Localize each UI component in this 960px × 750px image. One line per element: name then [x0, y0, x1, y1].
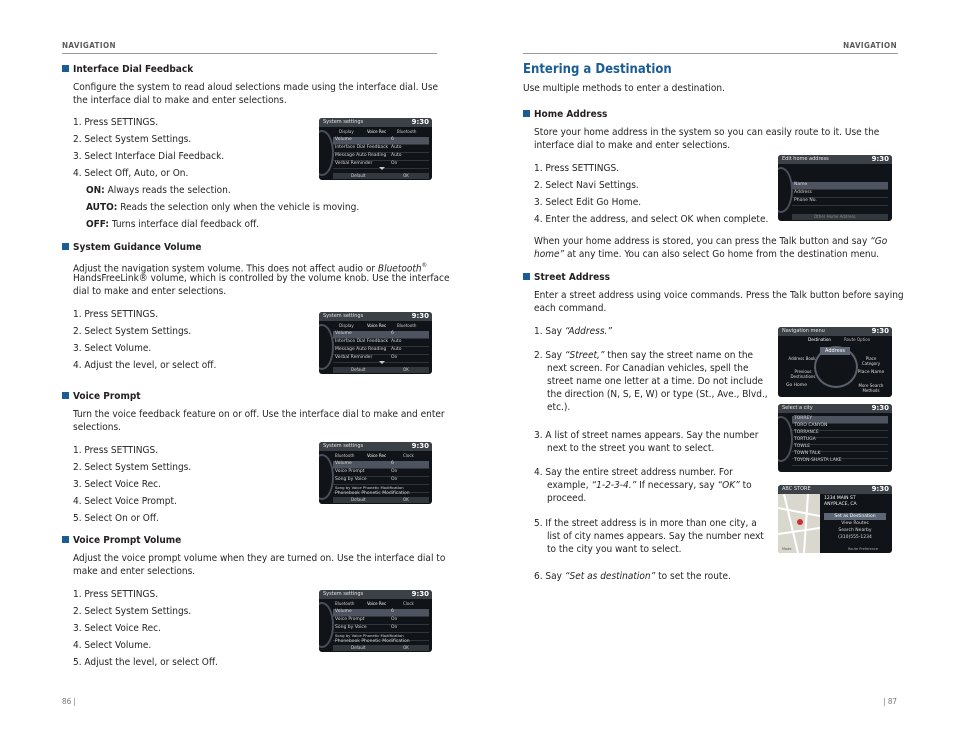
paragraph: selections.: [73, 422, 121, 433]
menu-item-more-search: More Search Methods: [858, 383, 884, 393]
screen-bottom-bar: Default OK: [333, 645, 429, 651]
menu-item-address-book: Address Book: [788, 356, 816, 361]
paragraph: Turn the voice feedback feature on or off. Use the interface dial to make and enter: [73, 409, 445, 420]
screen-clock: 9:30: [411, 590, 429, 598]
screen-tab: Route Option: [844, 337, 871, 342]
section-title-voice-prompt-volume: Voice Prompt Volume: [62, 535, 181, 546]
screenshot-edit-home-address: [778, 155, 892, 221]
city-row: TORREY: [792, 416, 888, 424]
screen-row: Message Auto Reading Auto: [333, 153, 429, 161]
view-routes-button: View Routes: [841, 521, 869, 526]
screen-row: Message Auto Reading Auto: [333, 347, 429, 355]
screen-title: Navigation menu: [782, 328, 825, 334]
paragraph: Store your home address in the system so you can easily route to it. Use the: [534, 127, 880, 138]
screen-row: Song by Voice On: [333, 477, 429, 485]
page-title: Entering a Destination: [523, 62, 672, 77]
dial-graphic: [778, 167, 793, 213]
step: 1. Press SETTINGS.: [534, 163, 620, 174]
screen-tab: Destination: [808, 337, 831, 342]
section-title-street-address: Street Address: [523, 272, 610, 283]
screenshot-select-city: [778, 404, 892, 472]
scroll-down-icon: [379, 361, 385, 364]
screen-tabs: Bluetooth Voice Rec Clock: [335, 453, 414, 458]
step: 4. Say the entire street address number. For: [534, 467, 733, 478]
screen-title: Edit home address: [782, 156, 829, 162]
menu-item-go-home: Go Home: [786, 383, 807, 388]
step: 1. Press SETTINGS.: [73, 589, 159, 600]
set-as-destination-button: Set as Destination: [824, 513, 886, 520]
screen-row: Volume 6: [333, 461, 429, 469]
note: When your home address is stored, you can press the Talk button and say “Go: [534, 236, 888, 247]
screen-title: Select a city: [782, 405, 813, 411]
step: 2. Select Navi Settings.: [534, 180, 639, 191]
screen-bottom-bar: Default OK: [333, 173, 429, 179]
intro-text: Use multiple methods to enter a destination.: [523, 83, 725, 94]
screen-bottom-bar: Default OK: [333, 367, 429, 373]
paragraph: interface dial to make and enter selections.: [534, 140, 731, 151]
city-row: TORO CANYON: [792, 423, 888, 431]
scroll-down-icon: [379, 167, 385, 170]
screen-row: Voice Prompt On: [333, 469, 429, 477]
step: 1. Press SETTINGS.: [73, 117, 159, 128]
screen-row: Volume 6: [333, 137, 429, 145]
screen-bottom-bar: Default OK: [333, 497, 429, 503]
city-row: TOYON-SHASTA LAKE: [792, 458, 888, 466]
header-rule: [62, 53, 437, 54]
screen-title: System settings: [323, 591, 364, 597]
paragraph: Configure the system to read aloud selections made using the interface dial. Use: [73, 82, 439, 93]
page-header: NAVIGATION: [62, 41, 116, 50]
route-pref-label: Route Preference: [848, 547, 879, 551]
step: 1. Press SETTINGS.: [73, 445, 159, 456]
screen-clock: 9:30: [411, 312, 429, 320]
step: 3. Select Voice Rec.: [73, 479, 161, 490]
city-row: TORTUGA: [792, 437, 888, 445]
screen-title: System settings: [323, 443, 364, 449]
paragraph: Adjust the voice prompt volume when they are turned on. Use the interface dial to: [73, 553, 446, 564]
screen-clock: 9:30: [871, 485, 889, 493]
step: 4. Select Volume.: [73, 640, 152, 651]
page-header: NAVIGATION: [843, 41, 897, 50]
step: 3. Select Interface Dial Feedback.: [73, 151, 225, 162]
paragraph: dial to make and enter selections.: [73, 286, 227, 297]
screen-row: Verbal Reminder On: [333, 161, 429, 169]
dial-graphic: [778, 416, 793, 462]
step-cont: to the city you want to select.: [547, 544, 682, 555]
step: 3. Select Volume.: [73, 343, 152, 354]
search-nearby-button: Search Nearby: [838, 528, 872, 533]
section-title-guidance-volume: System Guidance Volume: [62, 242, 202, 253]
step: 4. Select Off, Auto, or On.: [73, 168, 189, 179]
step: 3. A list of street names appears. Say the number: [534, 430, 759, 441]
screen-row: Interface Dial Feedback Auto: [333, 145, 429, 153]
screen-row: Address: [792, 190, 888, 198]
city-row: TOWLE: [792, 444, 888, 452]
screen-row: Voice Prompt On: [333, 617, 429, 625]
phone-number: (310)555-1234: [838, 535, 872, 540]
screenshot-destination: [778, 485, 892, 553]
option-auto: AUTO: Reads the selection only when the vehicle is moving.: [86, 202, 360, 213]
screen-row: Volume 6: [333, 609, 429, 617]
destination-address: 1234 MAIN ST: [824, 496, 856, 501]
screen-row: Volume 6: [333, 331, 429, 339]
paragraph: Enter a street address using voice commands. Press the Talk button before saying: [534, 290, 904, 301]
dial-graphic: [319, 324, 334, 370]
screen-tabs: Display Voice Rec Bluetooth: [339, 129, 417, 134]
destination-city: ANYPLACE, CA: [824, 502, 857, 507]
option-on: ON: Always reads the selection.: [86, 185, 231, 196]
step: 3. Select Voice Rec.: [73, 623, 161, 634]
step: 2. Say “Street,” then say the street name on the: [534, 350, 754, 361]
screen-clock: 9:30: [871, 327, 889, 335]
menu-item-place-name: Place Name: [857, 370, 885, 375]
mode-label: Mode: [782, 547, 792, 551]
step: 2. Select System Settings.: [73, 462, 192, 473]
step: 1. Press SETTINGS.: [73, 309, 159, 320]
screen-row: Song by Voice Phonetic Modification: [333, 633, 429, 641]
step-cont: list of city names appears. Say the number next: [547, 531, 764, 542]
screen-tabs: Bluetooth Voice Rec Clock: [335, 601, 414, 606]
section-title-voice-prompt: Voice Prompt: [62, 391, 141, 402]
step: 2. Select System Settings.: [73, 326, 192, 337]
paragraph: make and enter selections.: [73, 566, 196, 577]
screen-row: Song by Voice Phonetic Modification: [333, 485, 429, 493]
city-row: TOWN TALK: [792, 451, 888, 459]
step: 2. Select System Settings.: [73, 134, 192, 145]
note: home” at any time. You can also select Go home from the destination menu.: [534, 249, 880, 260]
page-number: | 87: [883, 697, 897, 706]
step-cont: next to the street you want to select.: [547, 443, 715, 454]
dial-graphic: [319, 454, 334, 500]
menu-item-place-category: Place Category: [861, 356, 881, 366]
step-cont: proceed.: [547, 493, 587, 504]
step-cont: street name one letter at a time. Do not include: [547, 376, 764, 387]
paragraph: Adjust the navigation system volume. This does not affect audio or Bluetooth®: [73, 262, 427, 275]
menu-item-previous-destinations: Previous Destinations: [790, 369, 816, 379]
menu-item-address: Address: [820, 347, 850, 355]
screen-row: Song by Voice On: [333, 625, 429, 633]
section-title-home-address: Home Address: [523, 109, 607, 120]
screenshot-system-settings-2: [319, 312, 432, 374]
screen-row: Phone No.: [792, 198, 888, 206]
screen-clock: 9:30: [871, 404, 889, 412]
map-graphic: [778, 494, 820, 553]
screenshot-system-settings-4: [319, 590, 432, 652]
screen-clock: 9:30: [871, 155, 889, 163]
screen-row: Name: [792, 182, 888, 190]
step: 2. Select System Settings.: [73, 606, 192, 617]
paragraph: the interface dial to make and enter selections.: [73, 95, 287, 106]
step: 5. If the street address is in more than one city, a: [534, 518, 757, 529]
city-row: TORRANCE: [792, 430, 888, 438]
screen-row: Interface Dial Feedback Auto: [333, 339, 429, 347]
screenshot-navigation-menu: [778, 327, 892, 397]
screen-row: Phonebook Phonetic Modification: [333, 491, 429, 499]
section-title-interface-dial: Interface Dial Feedback: [62, 64, 193, 75]
header-rule: [523, 53, 898, 54]
screenshot-system-settings-3: [319, 442, 432, 504]
screen-row: Phonebook Phonetic Modification: [333, 639, 429, 647]
screen-clock: 9:30: [411, 442, 429, 450]
step: 6. Say “Set as destination” to set the route.: [534, 571, 731, 582]
screen-title: System settings: [323, 119, 364, 125]
screen-title: System settings: [323, 313, 364, 319]
step: 4. Select Voice Prompt.: [73, 496, 177, 507]
screen-row: Verbal Reminder On: [333, 355, 429, 363]
screen-clock: 9:30: [411, 118, 429, 126]
step-cont: example, “1-2-3-4.” If necessary, say “OK” to: [547, 480, 752, 491]
right-page: [480, 0, 960, 750]
step-cont: next screen. For Canadian vehicles, spell the: [547, 363, 749, 374]
step: 5. Adjust the level, or select Off.: [73, 657, 218, 668]
step-cont: the direction (N, S, E, W) or type (St., Ave., Blvd.,: [547, 389, 768, 400]
step: 5. Select On or Off.: [73, 513, 159, 524]
step: 1. Say “Address.”: [534, 326, 613, 337]
step: 4. Enter the address, and select OK when complete.: [534, 214, 769, 225]
screenshot-system-settings-1: [319, 118, 432, 180]
page-number: 86 |: [62, 697, 76, 706]
screen-tabs: Display Voice Rec Bluetooth: [339, 323, 417, 328]
dial-graphic: [319, 130, 334, 176]
step: 4. Adjust the level, or select off.: [73, 360, 217, 371]
paragraph: HandsFreeLink® volume, which is controlled by the volume knob. Use the interface: [73, 273, 450, 284]
screen-bottom-bar: Other Home Address: [792, 214, 888, 220]
screen-title: ABC STORE: [782, 486, 811, 492]
option-off: OFF: Turns interface dial feedback off.: [86, 219, 260, 230]
paragraph: each command.: [534, 303, 607, 314]
step: 3. Select Edit Go Home.: [534, 197, 642, 208]
step-cont: etc.).: [547, 402, 571, 413]
dial-graphic: [319, 602, 334, 648]
